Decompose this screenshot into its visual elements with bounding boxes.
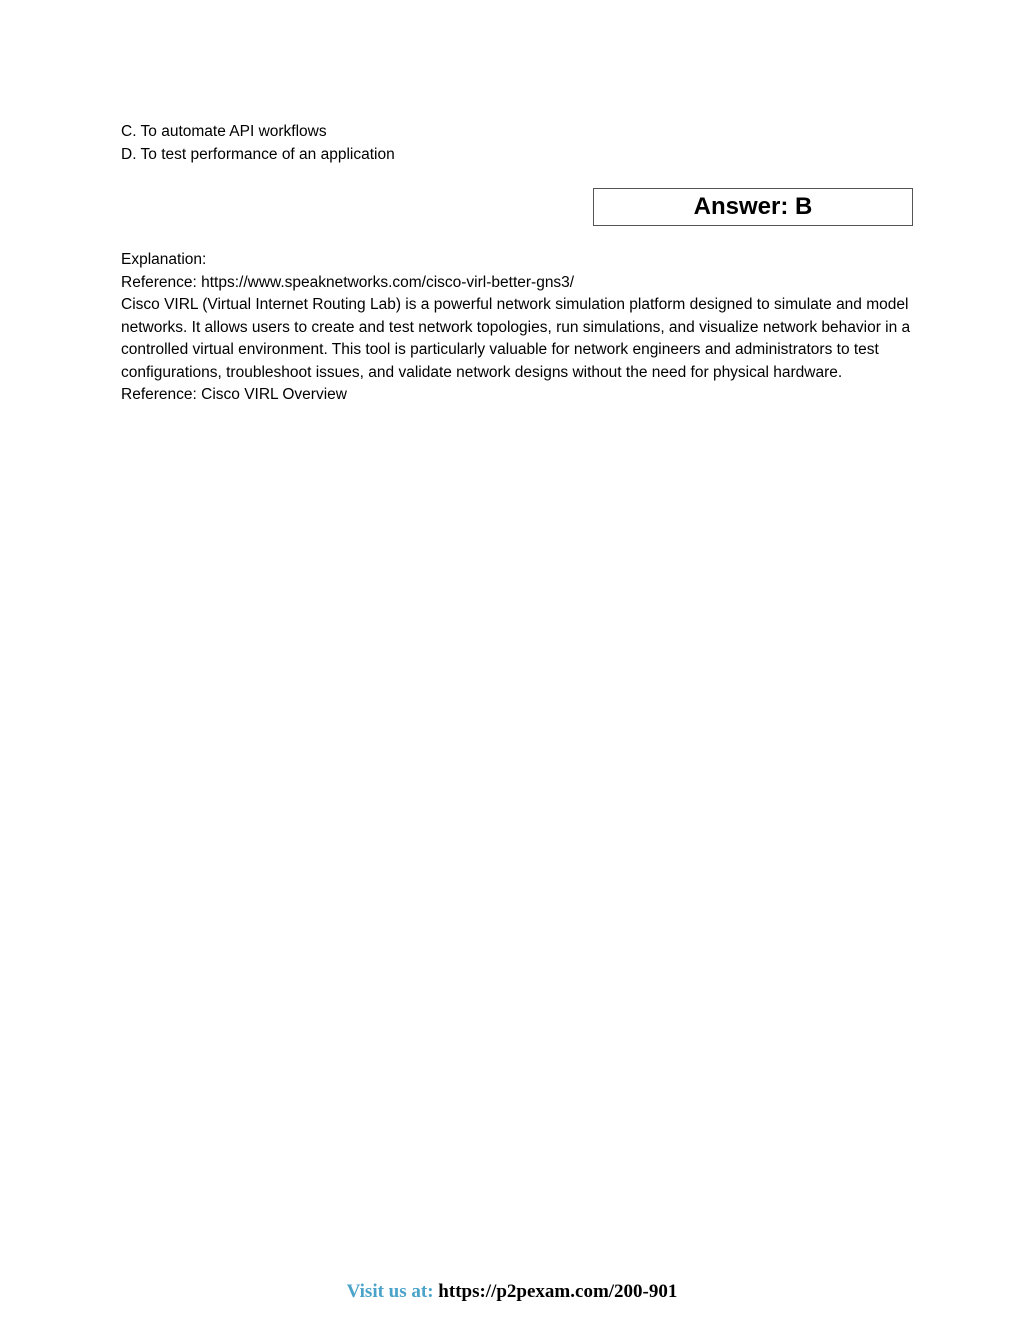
explanation-body: Cisco VIRL (Virtual Internet Routing Lab) is a powerful network simulation platform designed to simulate and model networks. It allows users to create and test network topologies, run simulations, and visualize network behavior in a controlled virtual environment. This tool is particularly valuable for network engineers and administrators to test configurations, troubleshoot issues, and validate network designs without the need for physical hardware. [121, 296, 911, 381]
answer-box [593, 188, 913, 226]
reference-source: Reference: Cisco VIRL Overview [121, 386, 347, 403]
reference-url: Reference: https://www.speaknetworks.com/cisco-virl-better-gns3/ [121, 273, 575, 291]
explanation-section [121, 249, 911, 407]
answer-options [121, 121, 395, 166]
answer-label: Answer: B [693, 193, 813, 220]
footer-visit-label: Visit us at: [346, 1281, 434, 1302]
footer-url-link[interactable]: https://p2pexam.com/200-901 [438, 1281, 678, 1302]
footer [0, 1281, 1024, 1303]
option-c: C. To automate API workflows [121, 123, 327, 140]
explanation-heading: Explanation: [121, 251, 207, 268]
option-d: D. To test performance of an application [121, 145, 395, 163]
